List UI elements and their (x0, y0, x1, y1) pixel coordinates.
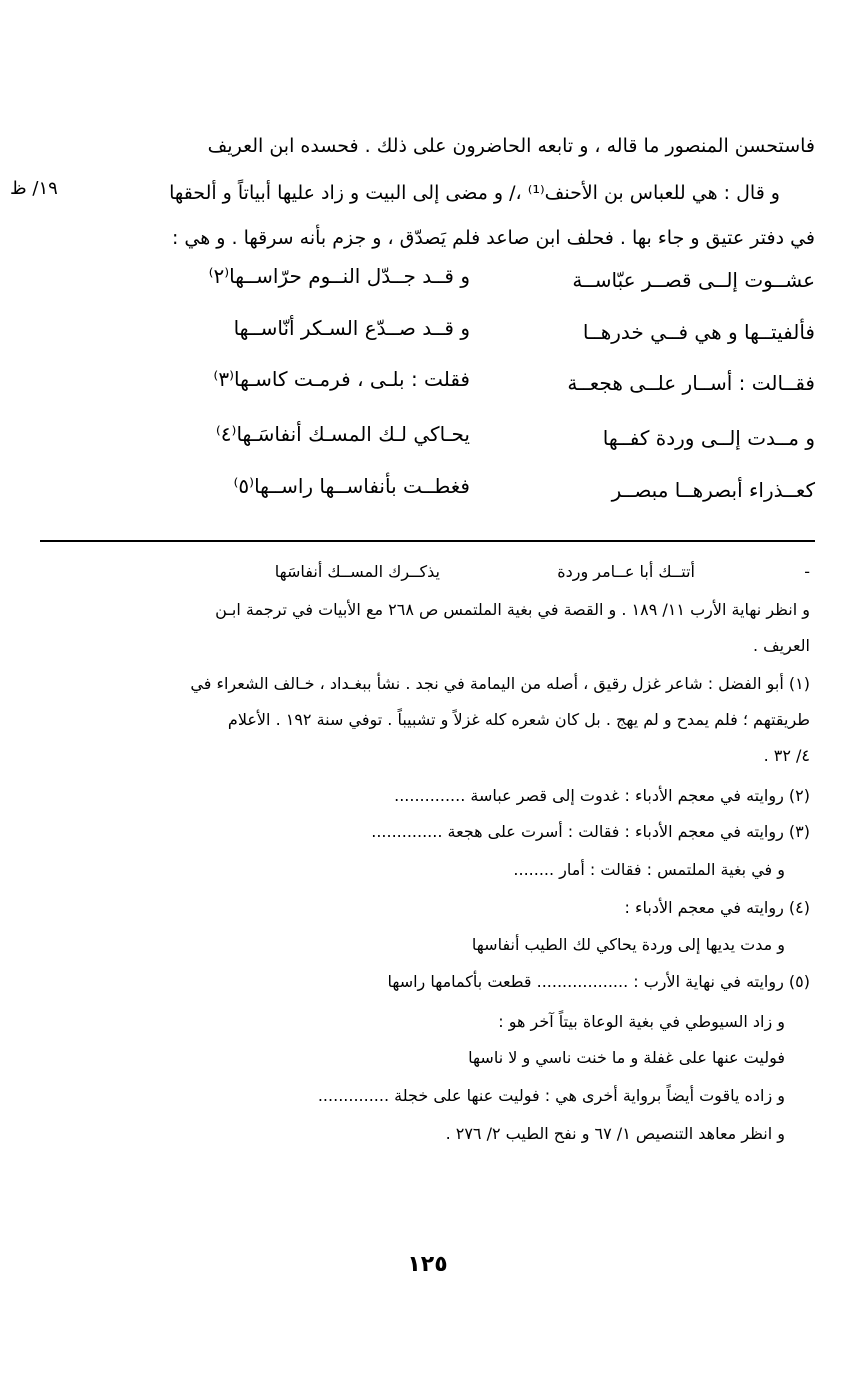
verse-2-first-hemistich: فألفيتــها و هي فــي خدرهــا (582, 320, 815, 344)
footnote-1: (١) أبو الفضل : شاعر غزل رقيق ، أصله من اليمامة في نجد . نشأ ببغـداد ، خـالف الشعراء في (190, 674, 810, 693)
footnote-verse-second: يذكــرك المســك أنفاسَها (274, 562, 440, 581)
footnote-2: (٢) روايته في معجم الأدباء : غدوت إلى قصر عباسة .............. (394, 786, 810, 805)
footnote-separator (40, 540, 815, 542)
verse-1-second-hemistich: و قــد جــدّل النــوم حرّاســها⁽٢⁾ (208, 264, 470, 288)
verse-3-second-hemistich: فقلت : بلـى ، فرمـت كاسـها⁽٣⁾ (213, 367, 470, 391)
verse-1-first-hemistich: عشــوت إلــى قصــر عبّاســة (572, 268, 815, 292)
footnote-5-line-2: و زاد السيوطي في بغية الوعاة بيتاً آخر هو : (498, 1012, 785, 1031)
footnote-verse-first: أتتــك أبا عــامر وردة (557, 562, 695, 581)
verse-2-second-hemistich: و قــد صــدّع السـكر أنّاســها (233, 316, 470, 340)
page-number: ١٢٥ (407, 1252, 448, 1277)
footnote-1-line-2: طريقتهم ؛ فلم يمدح و لم يهج . بل كان شعره كله غزلاً و تشبيباً . توفي سنة ١٩٢ . الأعلام (227, 710, 810, 729)
footnote-5: (٥) روايته في نهاية الأرب : .................. قطعت بأكمامها راسها (387, 972, 810, 991)
body-line-3: في دفتر عتيق و جاء بها . فحلف ابن صاعد فلم يَصدّق ، و جزم بأنه سرقها . و هي : (171, 227, 815, 249)
verse-3-first-hemistich: فقــالت : أســار علــى هجعــة (567, 371, 815, 395)
footnote-4: (٤) روايته في معجم الأدباء : (624, 898, 810, 917)
verse-5-second-hemistich: فغطــت بأنفاســها راســها⁽٥⁾ (233, 474, 470, 498)
footnote-3: (٣) روايته في معجم الأدباء : فقالت : أسرت على هجعة .............. (371, 822, 810, 841)
body-line-1: فاستحسن المنصور ما قاله ، و تابعه الحاضرون على ذلك . فحسده ابن العريف (207, 135, 815, 157)
footnote-line: العريف . (752, 636, 810, 655)
footnote-5-line-5: و انظر معاهد التنصيص ١/ ٦٧ و نفح الطيب ٢/ ٢٧٦ . (445, 1124, 785, 1143)
verse-4-second-hemistich: يحـاكي لـك المسـك أنفاسَـها⁽٤⁾ (215, 422, 470, 446)
footnote-line: و انظر نهاية الأرب ١١/ ١٨٩ . و القصة في بغية الملتمس ص ٢٦٨ مع الأبيات في ترجمة ابـن (215, 600, 810, 619)
footnote-1-line-3: ٤/ ٣٢ . (763, 746, 810, 765)
verse-4-first-hemistich: و مــدت إلــى وردة كفــها (602, 426, 815, 450)
body-line-2: و قال : هي للعباس بن الأحنف⁽¹⁾ ،/ و مضى إلى البيت و زاد عليها أبياتاً و ألحقها (169, 182, 780, 204)
footnote-5-line-4: و زاده ياقوت أيضاً برواية أخرى هي : فوليت عنها على خجلة .............. (317, 1086, 785, 1105)
verse-5-first-hemistich: كعــذراء أبصرهــا مبصــر (611, 478, 815, 502)
footnote-5-line-3: فوليت عنها على غفلة و ما خنت ناسي و لا ناسها (468, 1048, 785, 1067)
footnote-continuation-dash: - (804, 562, 810, 581)
manuscript-folio-note: ١٩/ ظ (10, 178, 58, 199)
footnote-3-variant: و في بغية الملتمس : فقالت : أمار ........ (513, 860, 785, 879)
footnote-4-variant: و مدت يديها إلى وردة يحاكي لك الطيب أنفاسها (471, 935, 785, 954)
